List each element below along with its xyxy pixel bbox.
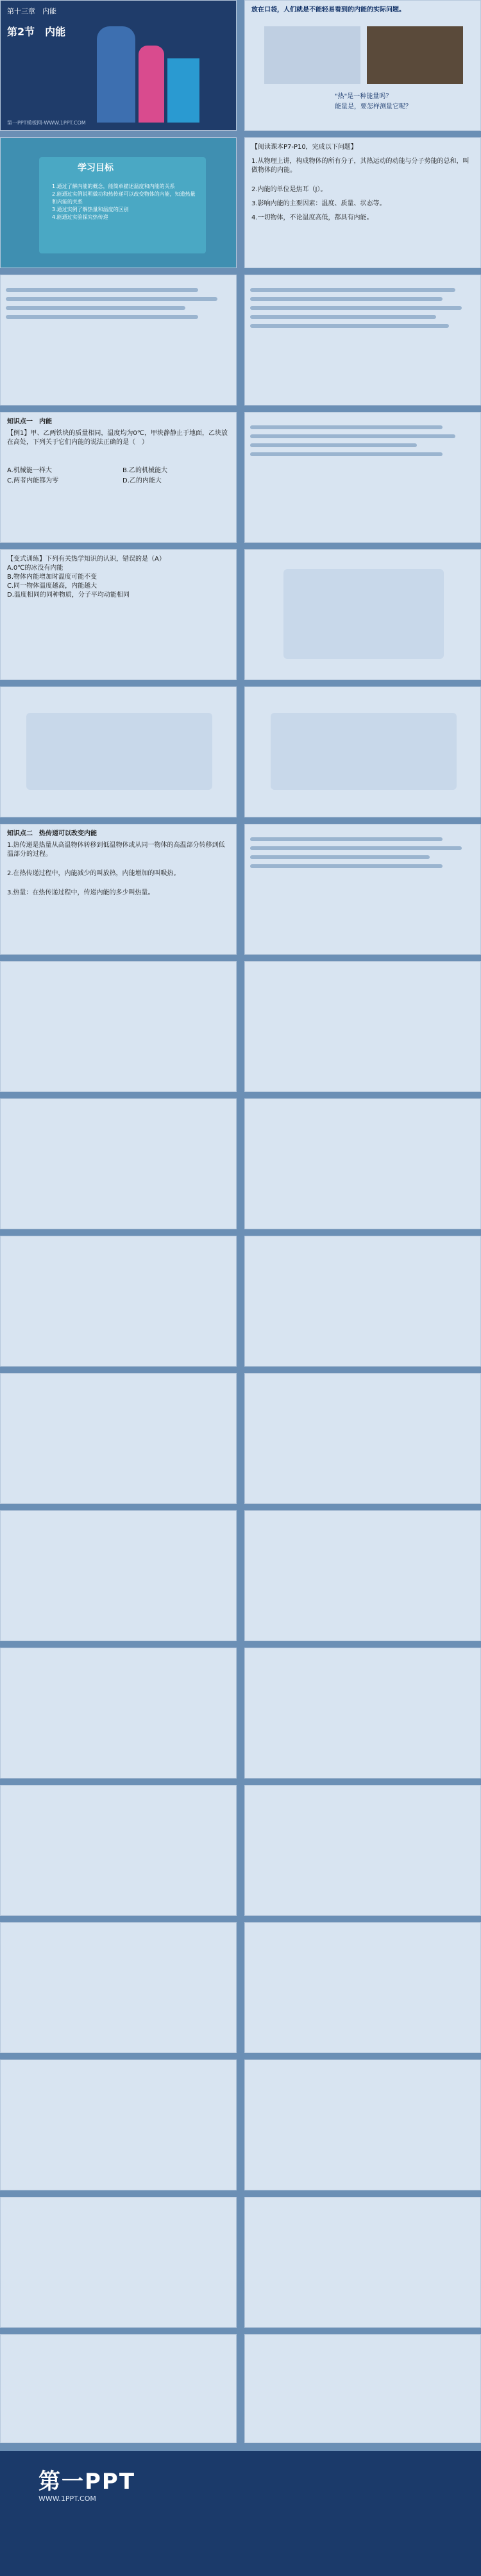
footer-url: WWW.1PPT.COM xyxy=(38,2495,96,2503)
cover-slide xyxy=(0,0,237,131)
slide-11l xyxy=(0,1373,237,1504)
slide-12l xyxy=(0,1510,237,1641)
diagram-slide-3 xyxy=(244,687,481,817)
knowledge-2-title: 知识点二 热传递可以改变内能 xyxy=(7,830,97,837)
goal-item: 2.能通过实例说明做功和热传递可以改变物体的内能，知道热量和内能的关系 xyxy=(52,191,196,205)
slide-17l xyxy=(0,2197,237,2328)
preview-q2: 2.内能的单位是焦耳（J）。 xyxy=(251,186,327,193)
building-shape-3 xyxy=(167,58,199,123)
practice-1-slide xyxy=(0,549,237,680)
knowledge-2-line3: 3.热量：在热传递过程中，传递内能的多少叫热量。 xyxy=(7,889,155,896)
knowledge-1-example: 【例1】甲、乙两铁块的质量相同，温度均为0℃，甲块静静止于地面，乙块放在高处，下列关于它们内能的说法正确的是（ ） xyxy=(7,430,228,446)
knowledge-1-slide xyxy=(0,412,237,543)
preview-title: 【阅读课本P7-P10，完成以下问题】 xyxy=(251,144,357,151)
photo-hands xyxy=(264,26,360,84)
preview-q1: 1.从物理上讲，构成物体的所有分子，其热运动的动能与分子势能的总和，叫做物体的内能。 xyxy=(251,158,469,174)
slide-13r xyxy=(244,1648,481,1778)
knowledge-2-line2: 2.在热传递过程中，内能减少的叫放热，内能增加的叫吸热。 xyxy=(7,870,180,877)
knowledge-2-line1: 1.热传递是热量从高温物体转移到低温物体或从同一物体的高温部分转移到低温部分的过程。 xyxy=(7,842,225,858)
preview-q3: 3.影响内能的主要因素：温度、质量、状态等。 xyxy=(251,200,386,207)
slide-text-2 xyxy=(244,275,481,405)
diagram-slide-1 xyxy=(244,549,481,680)
slide-11r xyxy=(244,1373,481,1504)
slide-14r xyxy=(244,1785,481,1916)
option-a: A.机械能一样大 xyxy=(7,467,52,474)
building-shape xyxy=(97,26,135,123)
photo-fire xyxy=(367,26,463,84)
building-shape-2 xyxy=(139,46,164,123)
intro-slide xyxy=(244,0,481,131)
slide-9l xyxy=(0,1098,237,1229)
goal-item: 1.通过了解内能的概念，能简单描述温度和内能的关系 xyxy=(52,183,175,189)
option-c: C.两者内能都为零 xyxy=(7,477,59,484)
slide-15l xyxy=(0,1922,237,2053)
slide-text-1 xyxy=(0,275,237,405)
slide-text-4 xyxy=(244,824,481,955)
learning-goals-title: 学习目标 xyxy=(78,163,114,173)
learning-goals-slide xyxy=(0,137,237,268)
slide-10r xyxy=(244,1236,481,1367)
slide-13l xyxy=(0,1648,237,1778)
slide-16l xyxy=(0,2060,237,2190)
slide-16r xyxy=(244,2060,481,2190)
intro-line2: "热"是一种能量吗？ xyxy=(335,93,392,100)
footer-brand: 第一PPT xyxy=(38,2469,136,2495)
slide-14l xyxy=(0,1785,237,1916)
chapter-title: 第十三章 内能 xyxy=(7,7,56,15)
goal-item: 4.能通过实验探究热传递 xyxy=(52,214,108,220)
slide-18r xyxy=(244,2334,481,2443)
slide-8r xyxy=(244,961,481,1092)
slide-18l xyxy=(0,2334,237,2443)
knowledge-2-slide xyxy=(0,824,237,955)
slide-9r xyxy=(244,1098,481,1229)
option-b: B.乙的机械能大 xyxy=(122,467,168,474)
slide-17r xyxy=(244,2197,481,2328)
practice-1-text: 【变式训练】下列有关热学知识的认识，错误的是（A） A.0℃的冰没有内能 B.物体内能增加时温度可能不变 C.同一物体温度越高，内能越大 D.温度相同的同种物质，分子平均动能相同 xyxy=(7,556,165,599)
slide-15r xyxy=(244,1922,481,2053)
section-title: 第2节 内能 xyxy=(7,26,66,38)
preview-slide xyxy=(244,137,481,268)
knowledge-1-title: 知识点一 内能 xyxy=(7,418,52,425)
diagram-slide-2 xyxy=(0,687,237,817)
option-d: D.乙的内能大 xyxy=(122,477,162,484)
site-label: 第一PPT模板网-WWW.1PPT.COM xyxy=(7,120,86,126)
preview-q4: 4.一切物体，不论温度高低，都具有内能。 xyxy=(251,214,373,221)
intro-line1: 放在口袋，人们就是不能轻易看到的内能的实际问题。 xyxy=(251,6,405,13)
intro-line3: 能量是，要怎样测量它呢？ xyxy=(335,103,412,110)
goal-item: 3.通过实例了解热量和温度的区别 xyxy=(52,207,129,212)
slide-8l xyxy=(0,961,237,1092)
slide-text-3 xyxy=(244,412,481,543)
slide-10l xyxy=(0,1236,237,1367)
slide-12r xyxy=(244,1510,481,1641)
